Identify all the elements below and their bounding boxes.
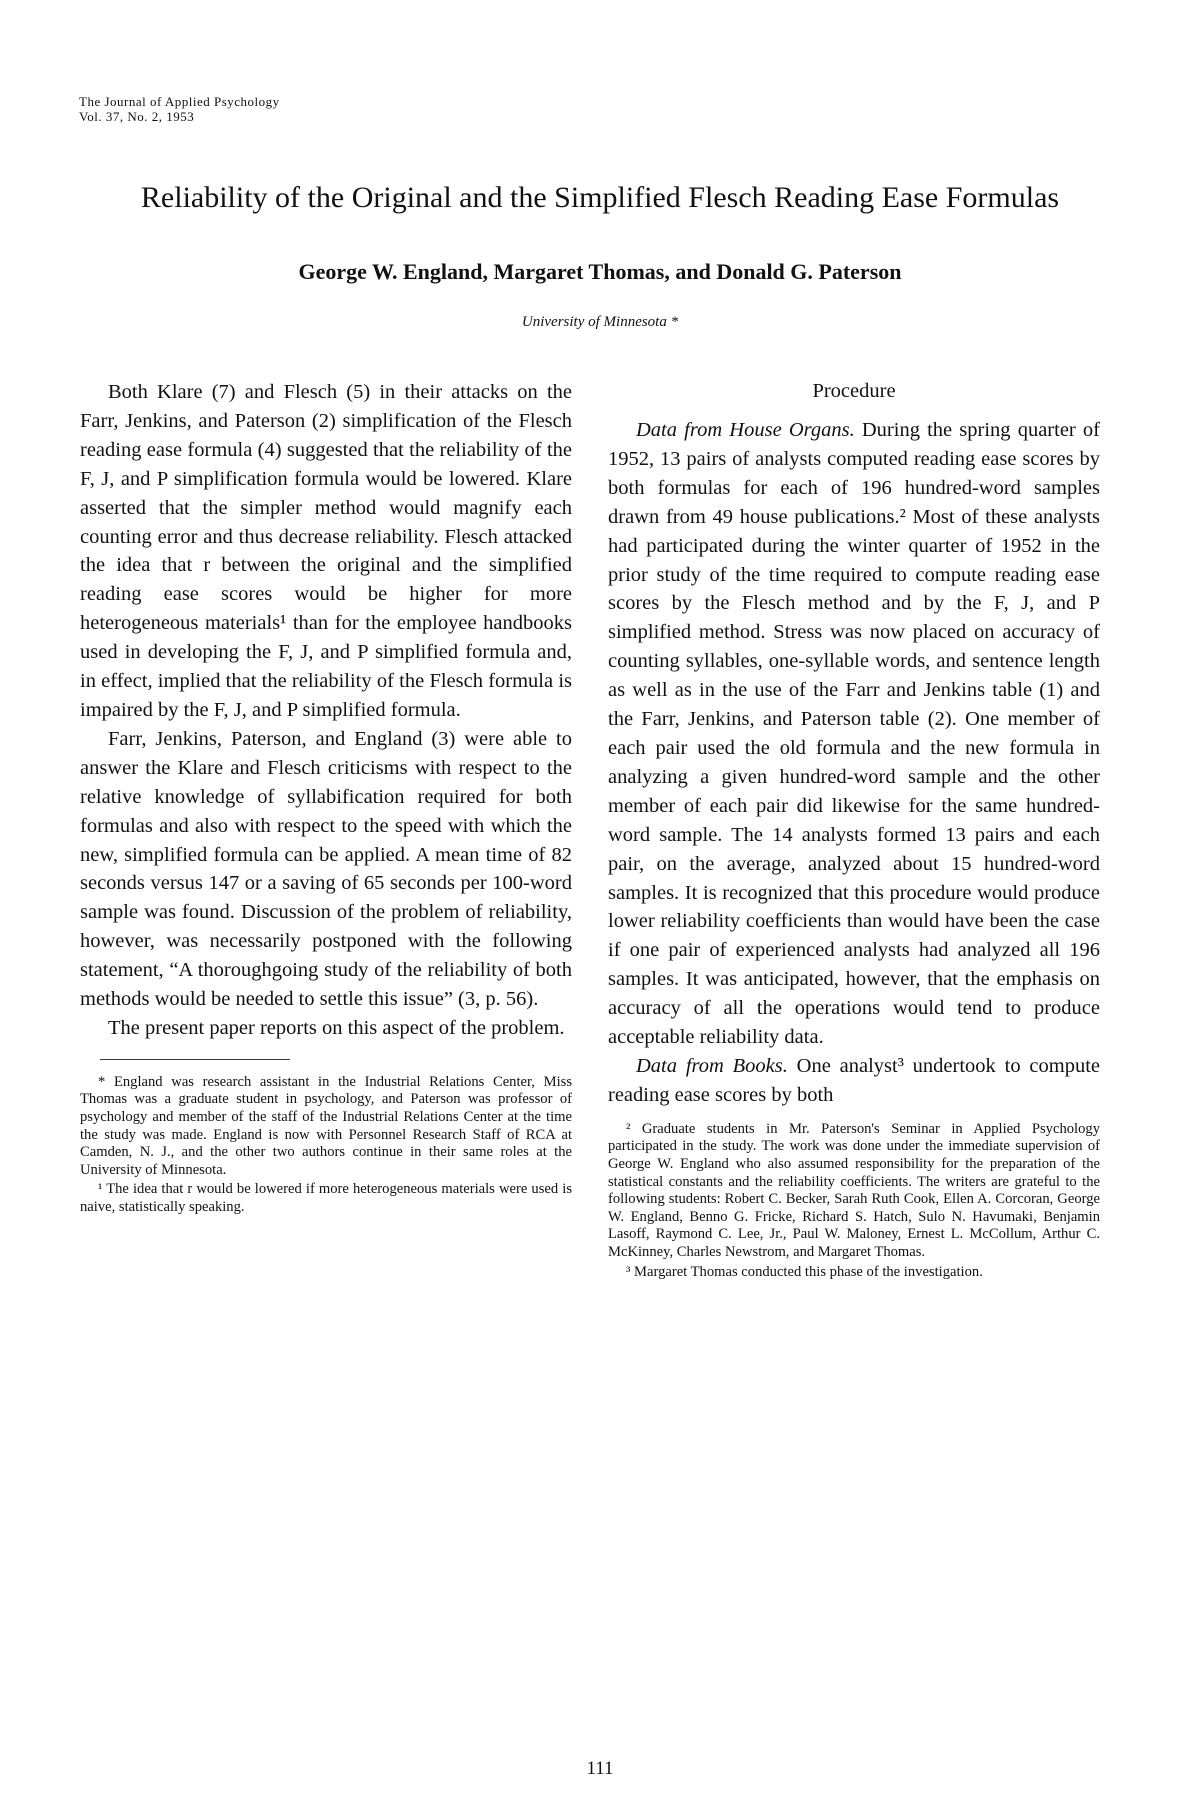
footnotes — [608, 1121, 1100, 1281]
section-heading: Procedure — [812, 380, 896, 402]
journal-volume: Vol. 37, No. 2, 1953 — [79, 109, 195, 124]
body-paragraph — [608, 1052, 1100, 1110]
article-title: Reliability of the Original and the Simplified Flesch Reading Ease Formulas — [140, 181, 1060, 214]
author-affiliation: University of Minnesota * — [521, 314, 679, 330]
page-number: 111 — [586, 1758, 614, 1779]
footnotes — [80, 1074, 572, 1217]
footnote-divider — [100, 1059, 290, 1060]
right-column — [608, 378, 1100, 1281]
run-in-heading: Data from House Organs. — [636, 419, 855, 441]
body-paragraph — [608, 416, 1100, 1052]
footnote: ¹ The idea that r would be lowered if more heterogeneous materials were used is naive, statistically speaking. — [80, 1181, 572, 1215]
footnote: * England was research assistant in the Industrial Relations Center, Miss Thomas was a graduate student in psychology, and Paterson was professor of psychology and member of the staff of the Industrial Relations Center at the time the study was made. England is now with Personnel Research Staff of RCA at Camden, N. J., and the other two authors continue in their same roles at the University of Minnesota. — [80, 1073, 572, 1178]
footnote: ³ Margaret Thomas conducted this phase of the investigation. — [626, 1263, 983, 1280]
body-paragraph: The present paper reports on this aspect of the problem. — [108, 1016, 565, 1039]
paragraph-text: One analyst³ undertook to compute reading ease scores by both — [608, 1054, 1100, 1106]
run-in-heading: Data from Books. — [636, 1054, 788, 1077]
journal-name: The Journal of Applied Psychology — [79, 94, 280, 109]
body-paragraph: Farr, Jenkins, Paterson, and England (3) were able to answer the Klare and Flesch criticisms with respect to the relative knowledge of syllabification required for both formulas and also with respect to the speed with which the new, simplified formula can be applied. A mean time of 82 seconds versus 147 or a saving of 65 seconds per 100-word sample was found. Discussion of the problem of reliability, however, was necessarily postponed with the following statement, “A thoroughgoing study of the reliability of both methods would be needed to settle this issue” (3, p. 56). — [80, 727, 572, 1011]
body-paragraph: Both Klare (7) and Flesch (5) in their attacks on the Farr, Jenkins, and Paterson (2) simplification of the Flesch reading ease formula (4) suggested that the reliability of the F, J, and P simplification formula would be lowered. Klare asserted that the simpler method would magnify each counting error and thus decrease reliability. Flesch attacked the idea that r between the original and the simplified reading ease scores would be higher for more heterogeneous materials¹ than for the employee handbooks used in developing the F, J, and P simplified formula and, in effect, implied that the reliability of the Flesch formula is impaired by the F, J, and P simplified formula. — [80, 381, 572, 721]
article-authors: George W. England, Margaret Thomas, and Donald G. Paterson — [298, 259, 902, 284]
footnote: ² Graduate students in Mr. Paterson's Seminar in Applied Psychology participated in the study. The work was done under the immediate supervision of George W. England who also assumed responsibility for the preparation of the statistical constants and the reliability coefficients. The writers are grateful to the following students: Robert C. Becker, Sarah Ruth Cook, Ellen A. Corcoran, George W. England, Benno G. Fricke, Richard S. Hatch, Sulo N. Havumaki, Benjamin Lasoff, Raymond C. Lee, Jr., Paul W. Maloney, Ernest L. McCollum, Arthur C. McKinney, Charles Newstrom, and Margaret Thomas. — [608, 1120, 1100, 1260]
left-column — [80, 378, 572, 1217]
paragraph-text: During the spring quarter of 1952, 13 pairs of analysts computed reading ease scores by both formulas for each of 196 hundred-word samples drawn from 49 house publications.² Most of these analysts had participated during the winter quarter of 1952 in the prior study of the time required to compute reading ease scores by the Flesch method and by the F, J, and P simplified method. Stress was now placed on accuracy of counting syllables, one-syllable words, and sentence length as well as in the use of the Farr and Jenkins table (1) and the Farr, Jenkins, and Paterson table (2). One member of each pair used the old formula and the new formula in analyzing a given hundred-word sample and the other member of each pair did likewise for the same hundred-word sample. The 14 analysts formed 13 pairs and each pair, on the average, analyzed about 15 hundred-word samples. It is recognized that this procedure would produce lower reliability coefficients than would have been the case if one pair of experienced analysts had analyzed all 196 samples. It was anticipated, however, that the emphasis on accuracy of all the operations would tend to produce acceptable reliability data. — [608, 419, 1100, 1049]
journal-header — [79, 94, 280, 124]
